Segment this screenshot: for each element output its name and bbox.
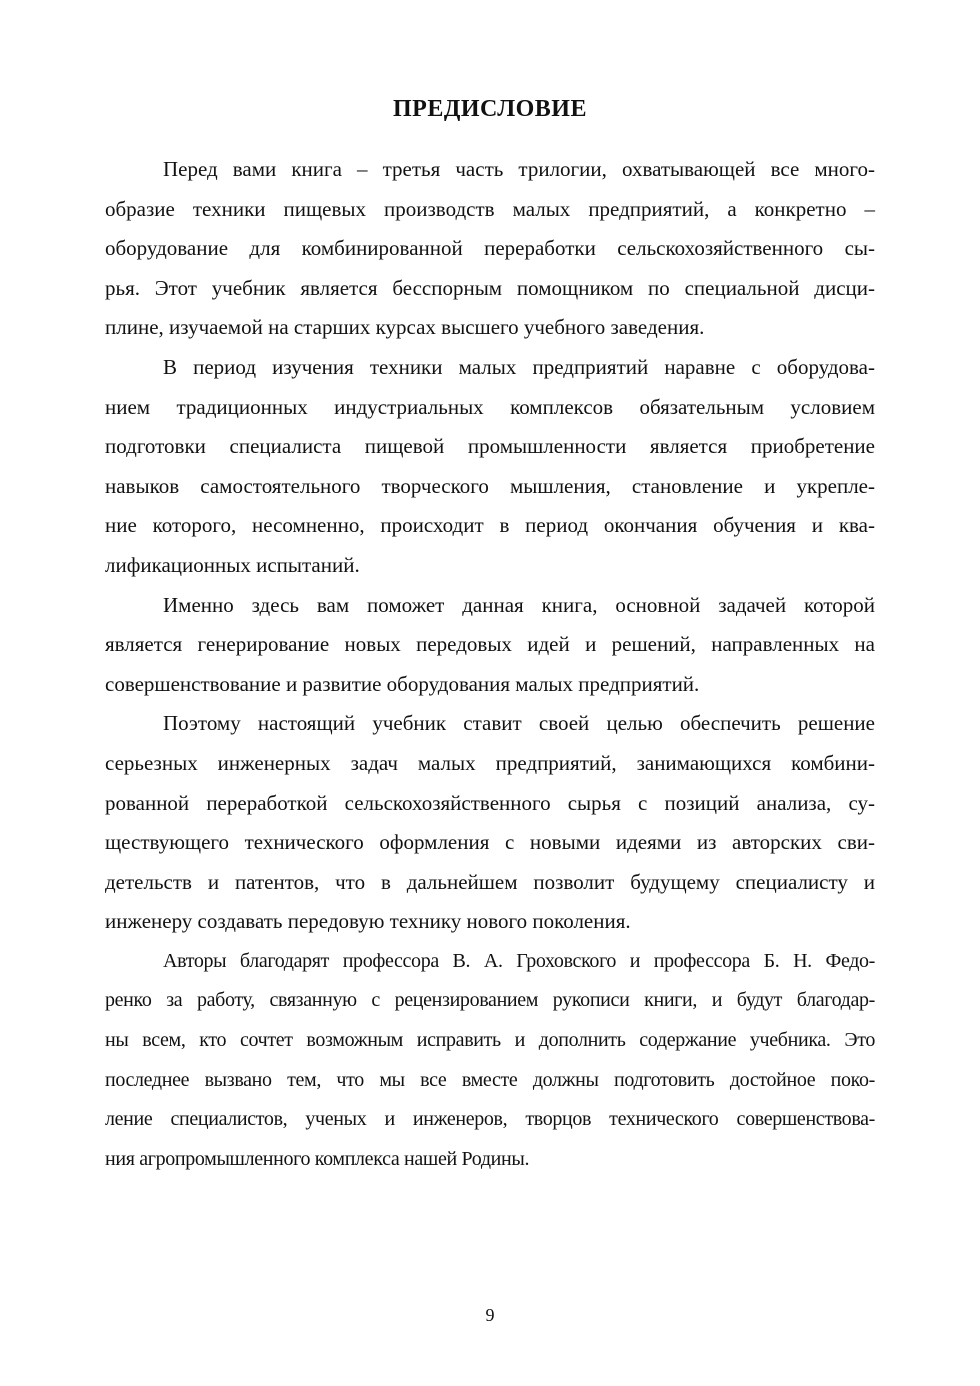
text-line: подготовки специалиста пищевой промышленности является приобретение bbox=[105, 434, 875, 459]
text-line: последнее вызвано тем, что мы все вместе должны подготовить достойное поко- bbox=[105, 1068, 875, 1091]
paragraph-3 bbox=[105, 586, 875, 705]
text-line: нием традиционных индустриальных комплексов обязательным условием bbox=[105, 394, 875, 419]
text-line: Авторы благодарят профессора В. А. Гроховского и профессора Б. Н. Федо- bbox=[163, 949, 875, 972]
text-line: навыков самостоятельного творческого мышления, становление и укрепле- bbox=[105, 473, 875, 498]
text-line: Перед вами книга – третья часть трилогии, охватывающей все много- bbox=[163, 157, 875, 181]
page-number: 9 bbox=[485, 1305, 495, 1325]
text-line: ление специалистов, ученых и инженеров, творцов технического совершенствова- bbox=[105, 1108, 875, 1131]
text-line: рья. Этот учебник является бесспорным помощником по специальной дисци- bbox=[105, 275, 875, 300]
preface-body bbox=[105, 150, 875, 1179]
text-line: ренко за работу, связанную с рецензированием рукописи книги, и будут благодар- bbox=[105, 989, 875, 1012]
text-line: лификационных испытаний. bbox=[105, 552, 360, 577]
text-line: ны всем, кто сочтет возможным исправить и дополнить содержание учебника. Это bbox=[105, 1029, 875, 1052]
text-line: Именно здесь вам поможет данная книга, основной задачей которой bbox=[163, 592, 875, 617]
text-line: ществующего технического оформления с новыми идеями из авторских сви- bbox=[105, 830, 875, 855]
text-line: инженеру создавать передовую технику нового поколения. bbox=[105, 909, 631, 934]
text-line: является генерирование новых передовых идей и решений, направленных на bbox=[105, 632, 875, 657]
text-line: детельств и патентов, что в дальнейшем позволит будущему специалисту и bbox=[105, 869, 875, 894]
paragraph-5 bbox=[105, 942, 875, 1180]
text-line: оборудование для комбинированной переработки сельскохозяйственного сы- bbox=[105, 236, 875, 261]
text-line: совершенствование и развитие оборудования малых предприятий. bbox=[105, 671, 700, 696]
text-line: В период изучения техники малых предприятий наравне с оборудова- bbox=[163, 354, 875, 379]
page-title: ПРЕДИСЛОВИЕ bbox=[393, 96, 587, 122]
text-line: ния агропромышленного комплекса нашей Родины. bbox=[105, 1147, 530, 1170]
text-line: образие техники пищевых производств малых предприятий, а конкретно – bbox=[105, 196, 875, 221]
text-line: ние которого, несомненно, происходит в период окончания обучения и ква- bbox=[105, 513, 875, 538]
text-line: плине, изучаемой на старших курсах высшего учебного заведения. bbox=[105, 315, 705, 340]
text-line: рованной переработкой сельскохозяйственного сырья с позиций анализа, су- bbox=[105, 790, 875, 815]
text-line: Поэтому настоящий учебник ставит своей целью обеспечить решение bbox=[163, 711, 875, 736]
paragraph-1 bbox=[105, 150, 875, 348]
text-line: серьезных инженерных задач малых предприятий, занимающихся комбини- bbox=[105, 750, 875, 775]
paragraph-4 bbox=[105, 704, 875, 942]
paragraph-2 bbox=[105, 348, 875, 586]
